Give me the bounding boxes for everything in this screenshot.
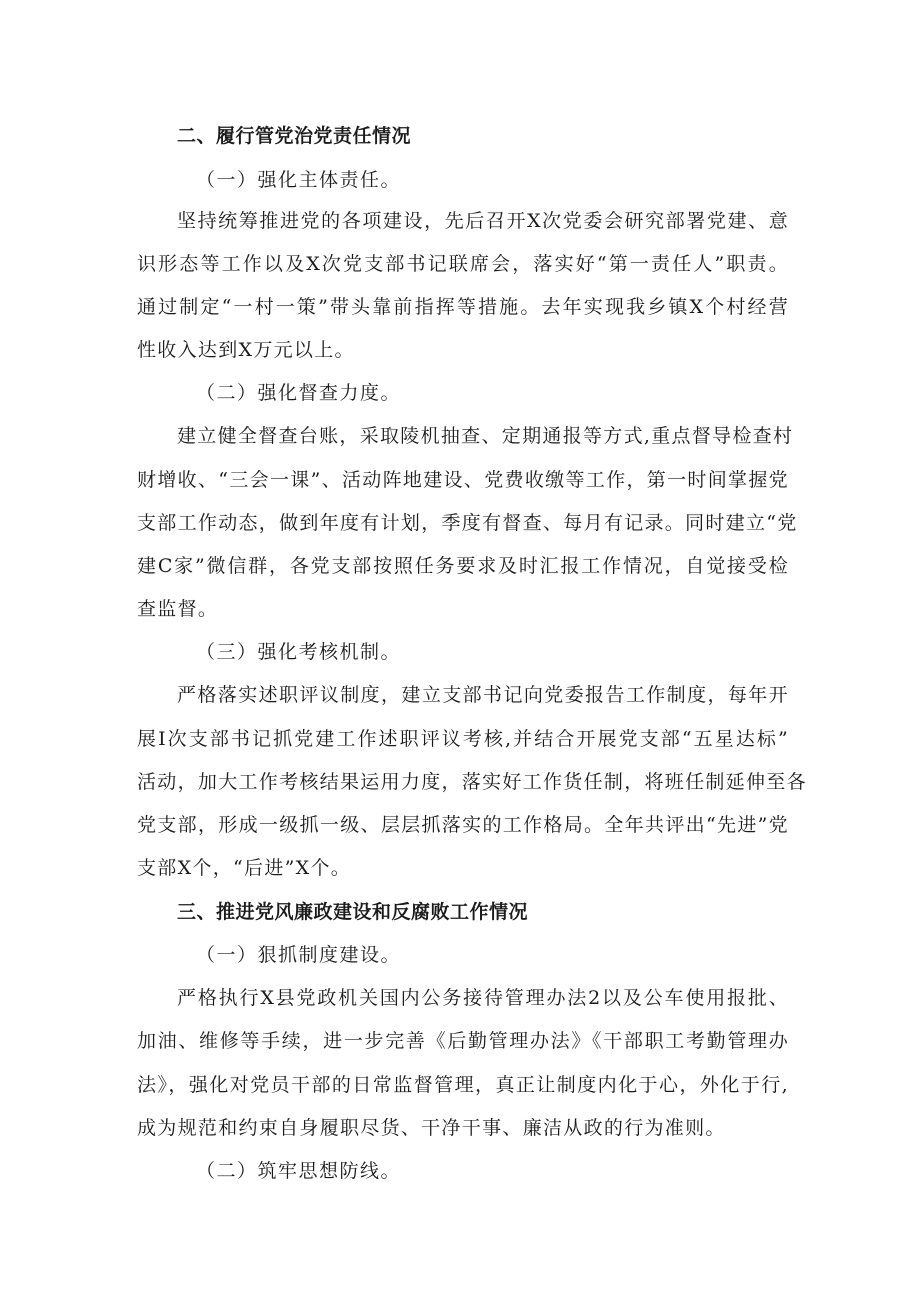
paragraph-line: 财增收、“三会一课”、活动阵地建设、党费收缴等工作，第一时间掌握党 <box>137 469 789 491</box>
paragraph-line: 支部工作动态，做到年度有计划，季度有督查、每月有记录。同时建立“党 <box>137 512 798 534</box>
subsection-title: （一）狠抓制度建设。 <box>196 944 402 966</box>
subsection-title: （一）强化主体责任。 <box>196 169 402 191</box>
subsection-title: （二）强化督查力度。 <box>196 382 402 404</box>
paragraph-line: 党支部，形成一级抓一级、层层抓落实的工作格局。全年共评出“先进”党 <box>137 814 789 836</box>
paragraph-line: 建C家”微信群，各党支部按照任务要求及时汇报工作情况，自觉接受检 <box>137 555 789 577</box>
paragraph-line: 通过制定“一村一策”带头靠前指挥等措施。去年实现我乡镇X个村经营 <box>137 296 789 318</box>
paragraph-line: 严格执行X县党政机关国内公务接待管理办法2以及公车使用报批、 <box>177 987 789 1009</box>
paragraph-line: 严格落实述职评议制度，建立支部书记向党委报告工作制度，每年开 <box>177 684 789 706</box>
subsection-title: （二）筑牢思想防线。 <box>196 1160 402 1182</box>
paragraph-line: 查监督。 <box>137 598 219 620</box>
paragraph-line: 坚持统筹推进党的各项建设，先后召开X次党委会研究部署党建、意 <box>177 210 789 232</box>
paragraph-line: 活动，加大工作考核结果运用力度，落实好工作货任制，将班任制延伸至各 <box>137 771 807 793</box>
paragraph-line: 支部X个，“后进”X个。 <box>137 857 352 879</box>
paragraph-line: 展I次支部书记抓党建工作述职评议考核,并结合开展党支部“五星达标” <box>137 728 789 750</box>
paragraph-line: 法》，强化对党员干部的日常监督管理，真正让制度内化于心，外化于行, <box>137 1074 789 1096</box>
section-heading: 三、推进党风廉政建设和反腐败工作情况 <box>177 901 529 923</box>
paragraph-line: 建立健全督查台账，采取陵机抽查、定期通报等方式,重点督导检查村 <box>177 425 794 447</box>
section-heading: 二、履行管党治党责任情况 <box>177 125 412 147</box>
paragraph-line: 识形态等工作以及X次党支部书记联席会，落实好“第一责任人”职责。 <box>137 253 789 275</box>
paragraph-line: 性收入达到X万元以上。 <box>137 339 355 361</box>
subsection-title: （三）强化考核机制。 <box>196 641 402 663</box>
paragraph-line: 成为规范和约束自身履职尽货、干净干事、廉洁从政的行为准则。 <box>137 1117 726 1139</box>
paragraph-line: 加油、维修等手续，进一步完善《后勤管理办法》《干部职工考勤管理办 <box>137 1030 789 1052</box>
